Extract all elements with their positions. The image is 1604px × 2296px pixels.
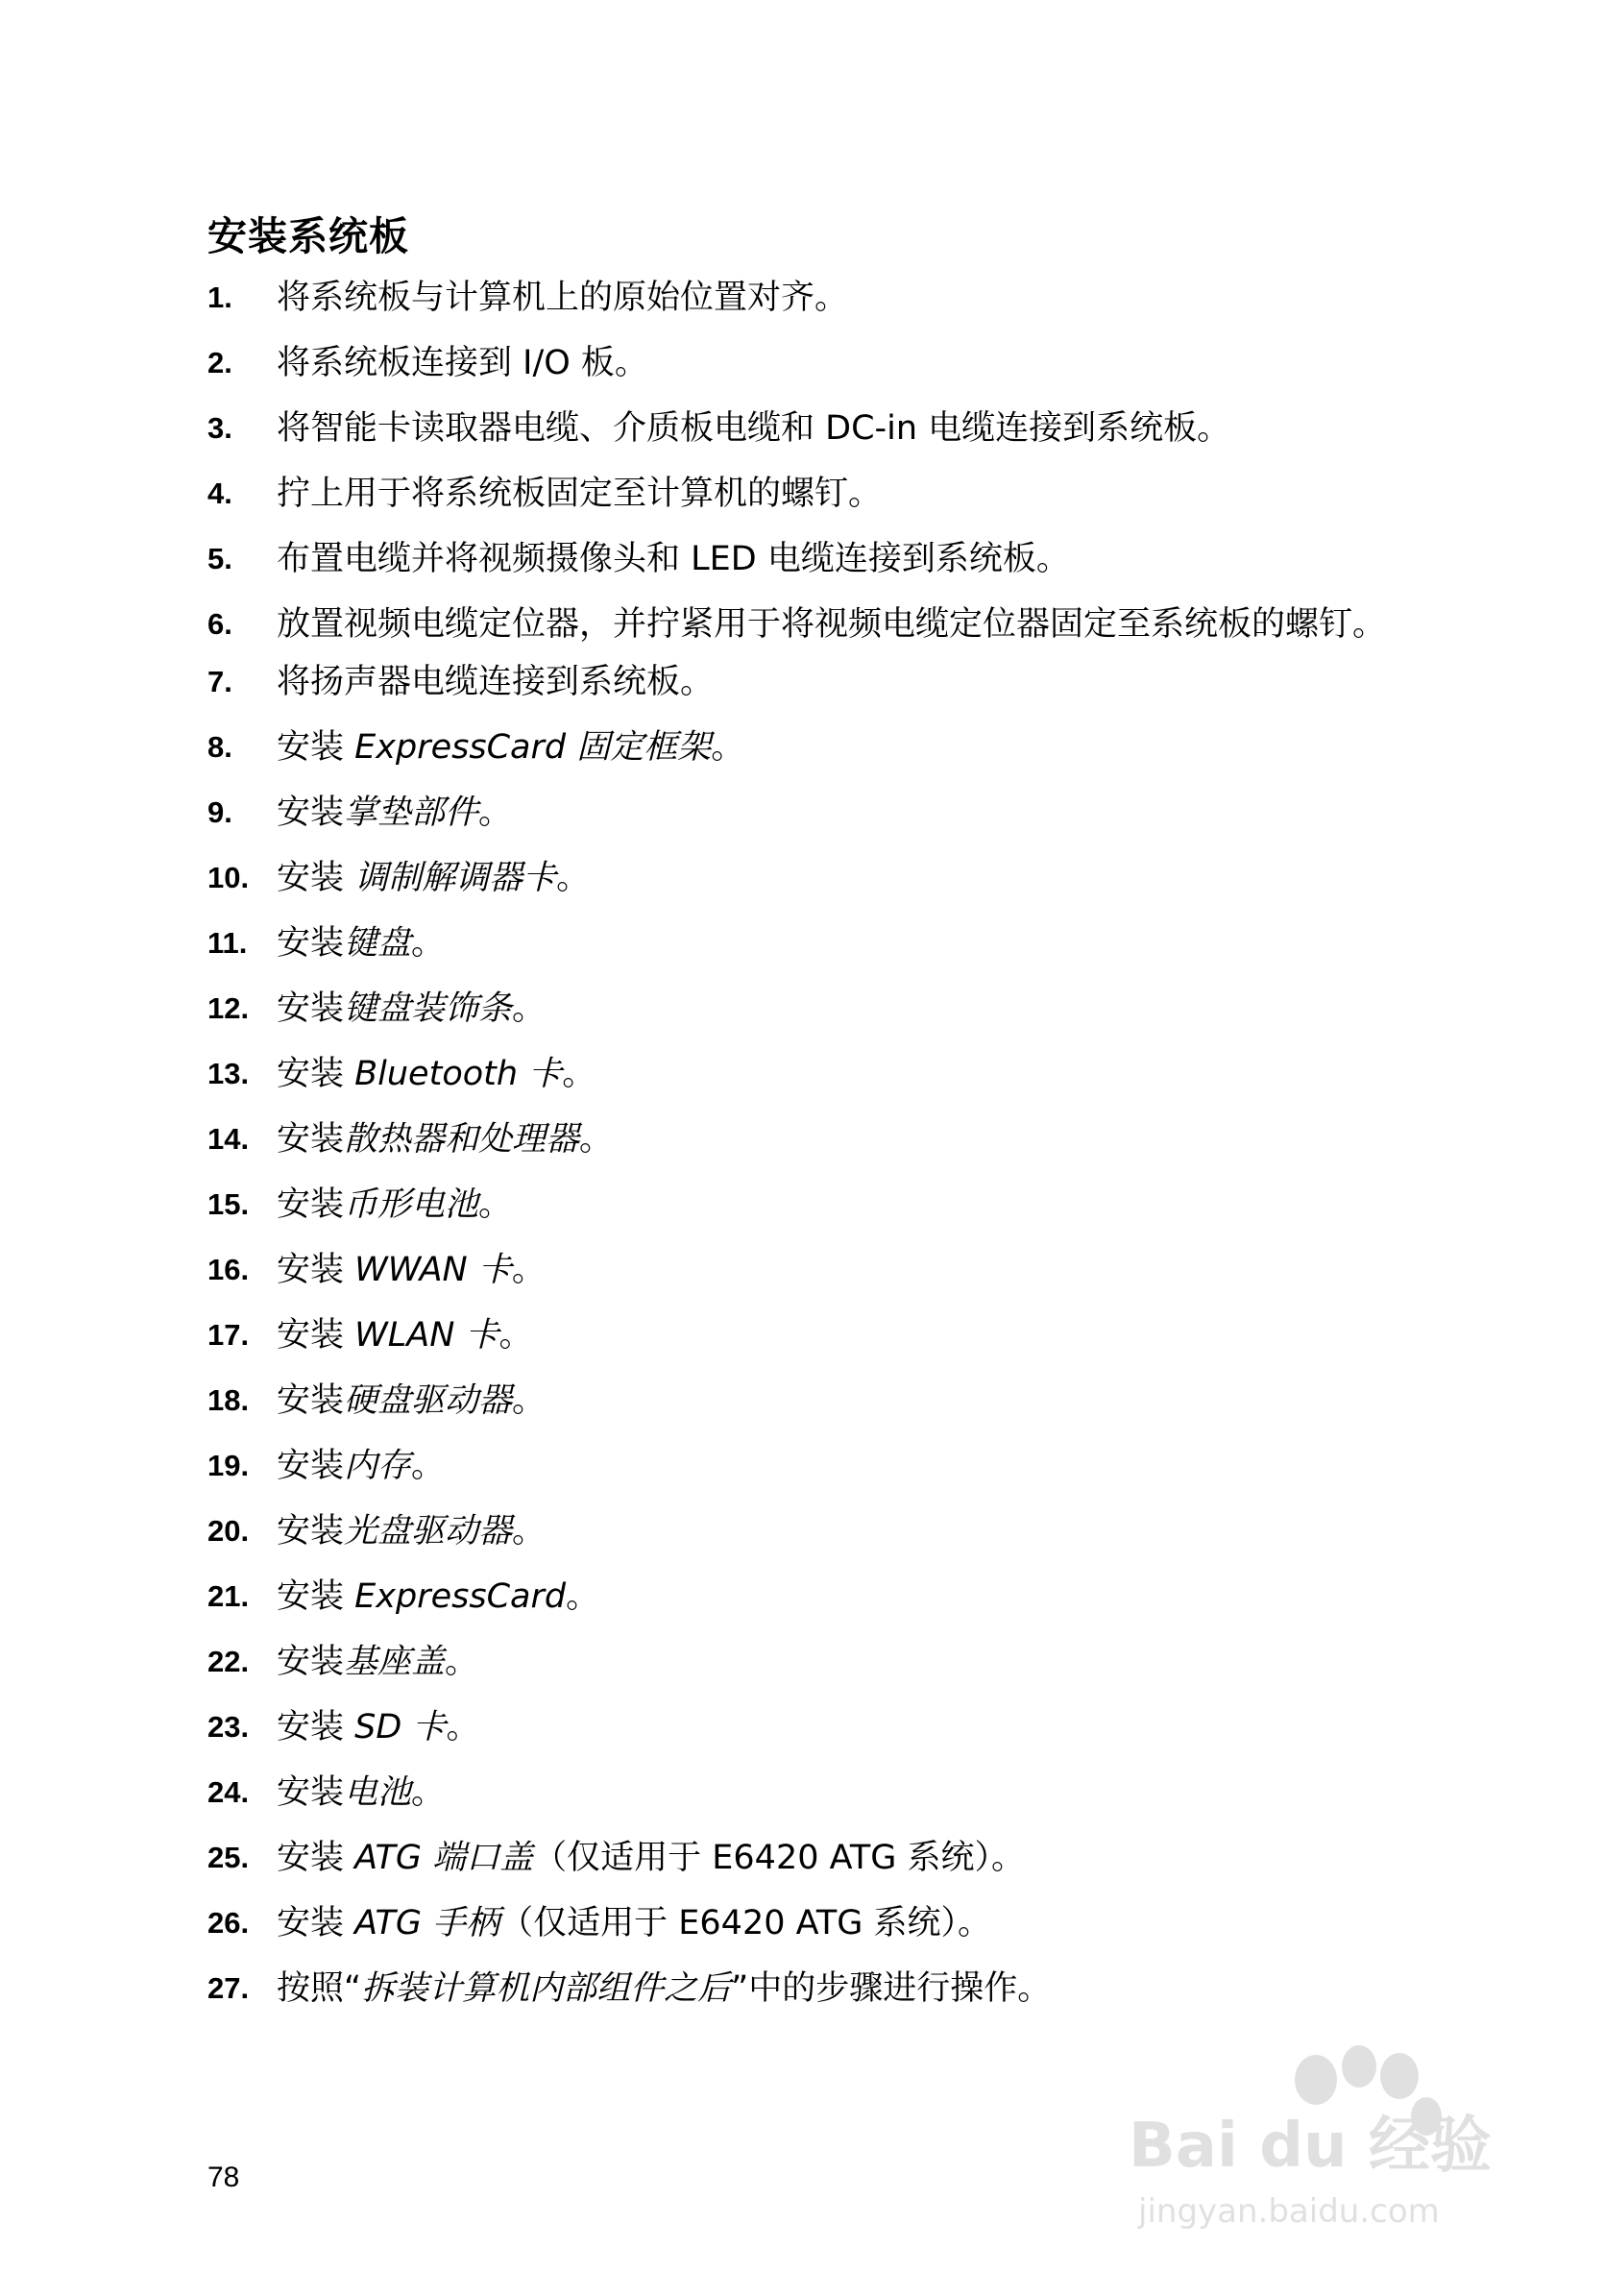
step-text [277,601,1456,647]
step-number: 4. [207,476,232,510]
list-item [207,1900,1456,1946]
step-text [277,1247,1456,1293]
step-text [277,1312,1456,1358]
step-text-segment: 安装 [277,794,345,832]
step-text [277,1770,1456,1816]
step-text-segment: ”中的步骤进行操作。 [731,1969,1052,2008]
step-text-emphasis: WLAN 卡 [354,1316,499,1355]
step-text-segment: 。 [411,1773,446,1812]
step-text-emphasis: 散热器和处理器 [344,1120,580,1159]
step-text [277,1900,1456,1946]
list-item [207,340,1456,386]
step-text-segment: 。 [512,1381,547,1420]
step-text-segment: 。 [411,1447,446,1485]
step-text [277,536,1456,582]
step-text-emphasis: ExpressCard [354,1577,567,1616]
step-text-segment: 安装 [277,728,355,767]
list-item [207,1704,1456,1750]
step-number: 6. [207,607,232,641]
step-text-segment: （仅适用于 E6420 ATG 系统）。 [499,1904,991,1942]
step-text-emphasis: 光盘驱动器 [344,1512,513,1551]
list-item [207,1835,1456,1881]
step-text [277,1966,1456,2012]
step-text [277,1051,1456,1097]
step-text-segment: 安装 [277,1447,345,1485]
step-text-emphasis: Bluetooth 卡 [354,1055,563,1093]
step-text-emphasis: 基座盖 [344,1643,446,1681]
step-text-segment: 安装 [277,1708,355,1746]
step-text-segment: 。 [478,794,513,832]
list-item [207,920,1456,966]
step-number: 3. [207,411,232,445]
step-number: 12. [207,991,250,1025]
step-text-segment: 安装 [277,1316,355,1355]
step-text-segment: 布置电缆并将视频摄像头和 LED 电缆连接到系统板。 [277,540,1070,578]
watermark-url: jingyan.baidu.com [1138,2192,1440,2231]
list-item [207,471,1456,517]
step-number: 18. [207,1383,250,1417]
step-number: 2. [207,346,232,379]
step-text-emphasis: WWAN 卡 [354,1251,512,1289]
step-text-segment: 将系统板与计算机上的原始位置对齐。 [277,279,849,317]
step-text [277,855,1456,901]
step-text-emphasis: 内存 [344,1447,412,1485]
step-number: 19. [207,1449,250,1482]
step-text [277,1116,1456,1162]
step-text-segment: 将智能卡读取器电缆、介质板电缆和 DC-in 电缆连接到系统板。 [277,409,1231,448]
step-text-segment: 。 [498,1316,533,1355]
step-number: 20. [207,1514,250,1548]
step-text-segment: 安装 [277,1251,355,1289]
list-item [207,659,1456,705]
step-number: 9. [207,795,232,829]
list-item [207,1378,1456,1424]
step-text-segment: 。 [512,1512,547,1551]
step-number: 24. [207,1775,250,1809]
list-item [207,405,1456,452]
step-text-segment: 。 [711,728,745,767]
list-item [207,1639,1456,1685]
step-text-segment: 安装 [277,1120,345,1159]
step-text [277,340,1456,386]
step-text [277,275,1456,321]
step-text [277,790,1456,836]
list-item [207,986,1456,1032]
step-text-emphasis: 键盘装饰条 [344,989,513,1028]
step-text-segment: 安装 [277,1381,345,1420]
page-number: 78 [207,2162,240,2193]
step-text-segment: 将扬声器电缆连接到系统板。 [277,663,715,701]
step-text-emphasis: 键盘 [344,924,412,963]
step-number: 21. [207,1579,250,1613]
step-number: 25. [207,1841,250,1874]
list-item [207,1443,1456,1489]
step-number: 7. [207,665,232,698]
step-text-segment: 安装 [277,1773,345,1812]
step-text [277,659,1456,705]
step-list [207,275,1456,2031]
list-item [207,855,1456,901]
list-item [207,724,1456,770]
step-text-segment: 。 [512,989,547,1028]
step-text [277,1378,1456,1424]
list-item [207,1574,1456,1620]
watermark-brand: Bai du 经验 [1129,2111,1492,2182]
list-item [207,1116,1456,1162]
step-text-emphasis: 硬盘驱动器 [344,1381,513,1420]
step-text-emphasis: 掌垫部件 [344,794,479,832]
step-text-segment: 。 [511,1251,546,1289]
step-number: 23. [207,1710,250,1744]
step-text-emphasis: 拆装计算机内部组件之后 [361,1969,732,2008]
step-text-segment: 安装 [277,1185,345,1224]
step-text-segment: 。 [579,1120,614,1159]
step-text-segment: 。 [445,1643,479,1681]
list-item [207,1508,1456,1554]
step-number: 11. [207,926,248,960]
list-item [207,536,1456,582]
step-text-segment: 安装 [277,1904,355,1942]
step-text-segment: 。 [566,1577,600,1616]
step-number: 8. [207,730,232,764]
list-item [207,790,1456,836]
step-text-segment: 。 [411,924,446,963]
page-title: 安装系统板 [207,213,409,260]
step-text-segment: 。 [556,859,591,897]
step-text-emphasis: 币形电池 [344,1185,479,1224]
step-text-segment: （仅适用于 E6420 ATG 系统）。 [533,1839,1025,1877]
step-text-segment: 安装 [277,1577,355,1616]
step-text-emphasis: ATG 端口盖 [354,1839,534,1877]
step-text [277,405,1456,452]
list-item [207,1966,1456,2012]
step-number: 1. [207,281,232,314]
step-text-segment: 安装 [277,1839,355,1877]
step-number: 14. [207,1122,250,1156]
step-text-segment: 安装 [277,989,345,1028]
step-number: 17. [207,1318,250,1352]
step-text-segment: 按照“ [277,1969,362,2008]
step-text [277,724,1456,770]
step-text-emphasis: ExpressCard 固定框架 [354,728,712,767]
step-number: 10. [207,861,250,894]
step-text-segment: 安装 [277,924,345,963]
step-number: 16. [207,1253,250,1286]
step-text-segment: 将系统板连接到 I/O 板。 [277,344,648,382]
step-text-segment: 。 [478,1185,513,1224]
step-text-emphasis: 电池 [344,1773,412,1812]
step-text [277,920,1456,966]
step-text-segment: 拧上用于将系统板固定至计算机的螺钉。 [277,475,883,513]
step-number: 5. [207,542,232,575]
step-text-segment: 安装 [277,1512,345,1551]
step-text [277,986,1456,1032]
step-text [277,1443,1456,1489]
step-text [277,1835,1456,1881]
step-number: 26. [207,1906,250,1940]
list-item [207,601,1456,647]
list-item [207,1051,1456,1097]
step-text-segment: 。 [562,1055,596,1093]
step-text-emphasis: ATG 手柄 [354,1904,500,1942]
list-item [207,275,1456,321]
step-text-segment: 放置视频电缆定位器，并拧紧用于将视频电缆定位器固定至系统板的螺钉。 [277,605,1387,644]
step-number: 15. [207,1187,250,1221]
step-text-emphasis: SD 卡 [354,1708,447,1746]
step-text [277,1574,1456,1620]
step-text-emphasis: 调制解调器卡 [354,859,557,897]
list-item [207,1312,1456,1358]
list-item [207,1247,1456,1293]
step-text [277,1639,1456,1685]
step-text-segment: 安装 [277,1055,355,1093]
step-text [277,1508,1456,1554]
step-text-segment: 安装 [277,1643,345,1681]
step-text [277,1182,1456,1228]
step-text [277,471,1456,517]
step-number: 27. [207,1971,250,2005]
step-text-segment: 。 [446,1708,480,1746]
step-number: 13. [207,1057,250,1090]
list-item [207,1770,1456,1816]
step-text-segment: 安装 [277,859,355,897]
list-item [207,1182,1456,1228]
step-text [277,1704,1456,1750]
step-number: 22. [207,1645,250,1678]
baidu-jingyan-watermark [1119,2041,1522,2234]
